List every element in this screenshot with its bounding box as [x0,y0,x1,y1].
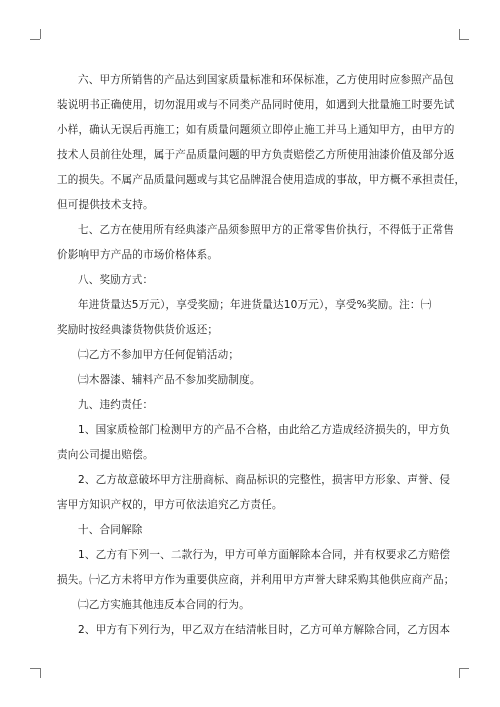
paragraph-eight-item-3 [57,368,445,393]
text-line: 六、甲方所销售的产品达到国家质量标准和环保标准，乙方使用时应参照产品包 [78,74,455,86]
section-heading: 九、违约责任： [78,399,154,411]
text-line: 但可提供技术支持。 [57,199,154,211]
text-line: 七、乙方在使用所有经典漆产品须参照甲方的正常零售价执行，不得低于正常售 [78,224,455,236]
crop-mark-top-right-h [459,39,469,40]
section-ten-heading [57,518,445,543]
paragraph-nine-item-1 [57,418,451,468]
crop-mark-bottom-left-h [30,668,40,669]
text-line: 2、甲方有下列行为，甲乙双方在结清帐目时，乙方可单方解除合同，乙方因本 [78,624,451,636]
text-line: 技术人员前往处理，属于产品质量问题的甲方负责赔偿乙方所使用油漆价值及部分返 [57,149,455,161]
text-line: ㈢木器漆、辅料产品不参加奖励制度。 [78,374,261,386]
section-nine-heading [57,393,445,418]
text-line: 价影响甲方产品的市场价格体系。 [57,249,219,261]
paragraph-ten-item-1b [57,593,445,618]
document-body [57,68,466,643]
paragraph-six [57,68,466,218]
paragraph-ten-item-1 [57,543,455,593]
text-line: 责向公司提出赔偿。 [57,449,154,461]
text-line: ㈡乙方实施其他违反本合同的行为。 [78,599,250,611]
text-line: 工的损失。不属产品质量问题或与其它品牌混合使用造成的事故，甲方概不承担责任， [57,174,466,186]
paragraph-eight-body [57,293,445,343]
text-line: 1、乙方有下列一、二款行为，甲方可单方面解除本合同，并有权要求乙方赔偿 [78,549,451,561]
crop-mark-top-right-v [459,29,460,39]
paragraph-ten-item-2 [57,618,451,643]
crop-mark-top-left-v [40,29,41,39]
text-line: 2、乙方故意破坏甲方注册商标、商品标识的完整性，损害甲方形象、声誉、侵 [78,474,451,486]
text-line: ㈡乙方不参加甲方任何促销活动； [78,349,240,361]
section-heading: 八、奖励方式： [78,274,154,286]
crop-mark-top-left-h [30,39,40,40]
text-line: 1、国家质检部门检测甲方的产品不合格，由此给乙方造成经济损失的，甲方负 [78,424,451,436]
text-line: 小样，确认无误后再施工；如有质量问题须立即停止施工并马上通知甲方，由甲方的 [57,124,455,136]
crop-mark-bottom-right-h [459,668,469,669]
text-line: 害甲方知识产权的，甲方可依法追究乙方责任。 [57,499,283,511]
section-heading: 十、合同解除 [78,524,143,536]
text-line: 奖励时按经典漆货物供货价返还； [57,324,219,336]
crop-mark-bottom-right-v [459,668,460,678]
paragraph-eight-item-2 [57,343,445,368]
text-line: 年进货量达5万元），享受奖励；年进货量达10万元），享受%奖励。注：㈠ [78,299,432,311]
crop-mark-bottom-left-v [40,668,41,678]
paragraph-nine-item-2 [57,468,451,518]
text-line: 装说明书正确使用，切勿混用或与不同类产品同时使用，如遇到大批量施工时要先试 [57,99,455,111]
paragraph-seven [57,218,455,268]
section-eight-heading [57,268,445,293]
text-line: 损失。㈠乙方未将甲方作为重要供应商，并利用甲方声誉大肆采购其他供应商产品； [57,574,455,586]
